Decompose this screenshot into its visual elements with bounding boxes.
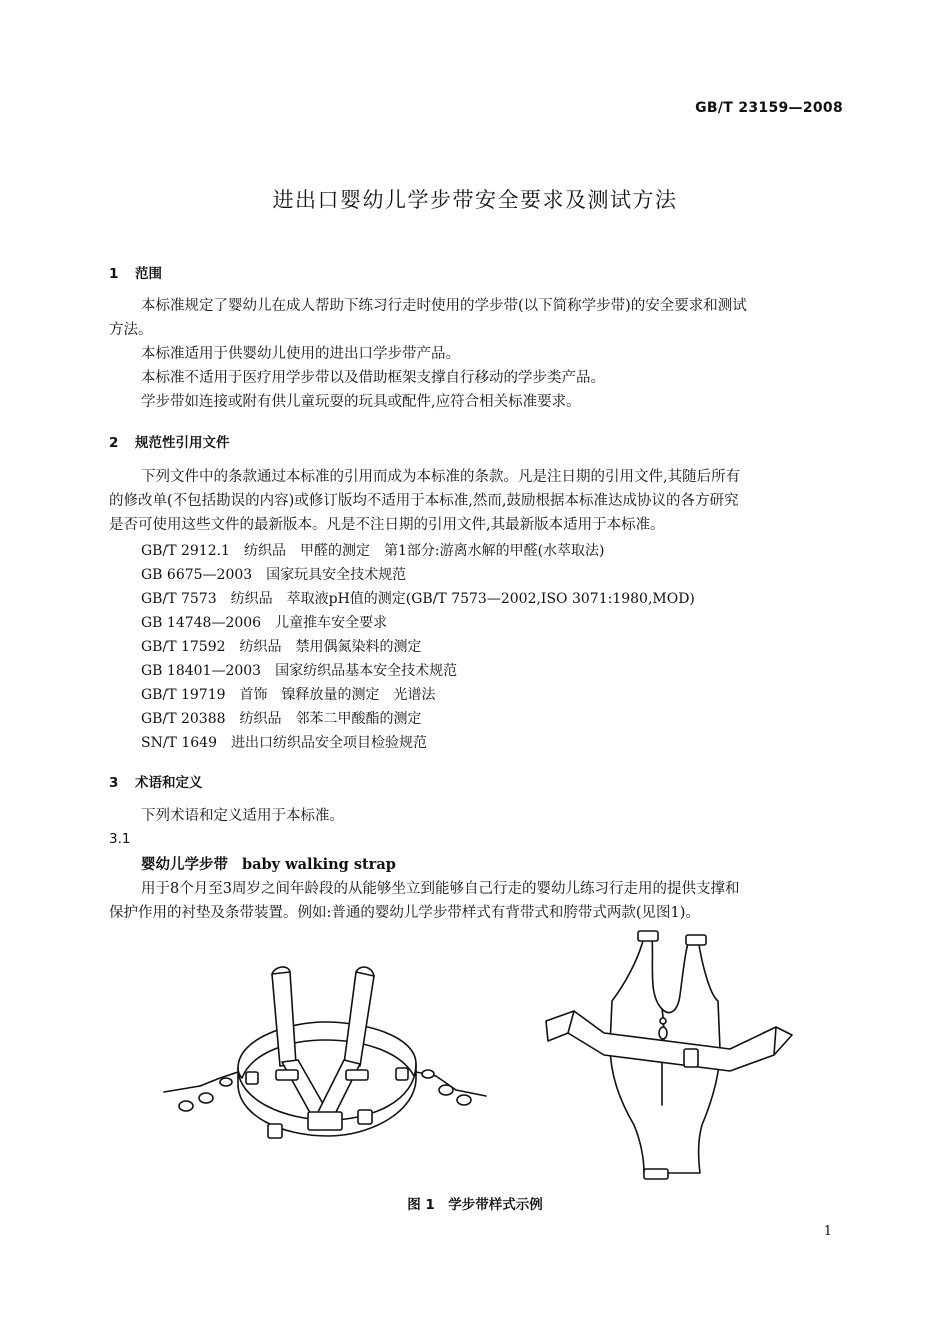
term-line <box>109 853 844 877</box>
reference-item: GB/T 7573 纺织品 萃取液pH值的测定(GB/T 7573—2002,ISO 3071:1980,MOD) <box>141 591 695 607</box>
shoulder-strap-left <box>272 972 296 1066</box>
buckle <box>396 1068 408 1080</box>
snap-button <box>660 1018 666 1024</box>
reference-item: GB/T 19719 首饰 镍释放量的测定 光谱法 <box>141 687 436 703</box>
paragraph-line: 的修改单(不包括勘误的内容)或修订版均不适用于本标准,然而,鼓励根据本标准达成协议的各方研究 <box>109 493 739 509</box>
center-buckle <box>308 1112 342 1130</box>
reference-item: GB/T 2912.1 纺织品 甲醛的测定 第1部分:游离水解的甲醛(水萃取法) <box>141 543 605 559</box>
paragraph-line: 方法。 <box>109 322 153 338</box>
leash-left <box>164 1086 200 1092</box>
paragraph: 下列术语和定义适用于本标准。 <box>141 808 344 824</box>
paragraph: 学步带如连接或附有供儿童玩耍的玩具或配件,应符合相关标准要求。 <box>141 394 581 410</box>
shoulder-buckle-right <box>686 935 706 945</box>
section-number: 3 <box>109 775 119 791</box>
paragraph: 本标准适用于供婴幼儿使用的进出口学步带产品。 <box>141 346 460 362</box>
reference-item: GB 14748—2006 儿童推车安全要求 <box>141 615 388 631</box>
harness-crotch-strap-illustration <box>540 925 795 1185</box>
term-english: baby walking strap <box>242 856 396 873</box>
section-1-heading <box>109 262 162 282</box>
clip-chain-left <box>200 1072 238 1086</box>
term-number: 3.1 <box>109 831 131 847</box>
belt-buckle <box>684 1049 698 1067</box>
paragraph-line: 下列文件中的条款通过本标准的引用而成为本标准的条款。凡是注日期的引用文件,其随后所有 <box>141 469 741 485</box>
term-chinese: 婴幼儿学步带 <box>141 857 228 873</box>
waist-belt-back <box>238 1022 416 1078</box>
buckle <box>358 1110 372 1124</box>
section-number: 2 <box>109 435 119 451</box>
section-title: 术语和定义 <box>135 775 203 791</box>
reference-item: GB/T 20388 纺织品 邻苯二甲酸酯的测定 <box>141 711 422 727</box>
paragraph-line: 本标准规定了婴幼儿在成人帮助下练习行走时使用的学步带(以下简称学步带)的安全要求和测试 <box>141 298 747 314</box>
reference-item: GB 6675—2003 国家玩具安全技术规范 <box>141 567 407 583</box>
page-number: 1 <box>823 1224 832 1239</box>
reference-item: GB/T 17592 纺织品 禁用偶氮染料的测定 <box>141 639 422 655</box>
section-number: 1 <box>109 266 119 282</box>
term-entry <box>109 853 844 925</box>
section-3-body <box>109 804 844 828</box>
buckle <box>276 1070 298 1080</box>
document-title: 进出口婴幼儿学步带安全要求及测试方法 <box>272 188 678 212</box>
clip-hook-right <box>457 1095 471 1105</box>
paragraph: 本标准不适用于医疗用学步带以及借助框架支撑自行移动的学步类产品。 <box>141 370 605 386</box>
harness-back-strap-illustration <box>160 960 490 1160</box>
definition-line: 保护作用的衬垫及条带装置。例如:普通的婴幼儿学步带样式有背带式和胯带式两款(见图1)。 <box>109 905 700 921</box>
buckle <box>346 1070 368 1080</box>
clip-hook-left <box>199 1093 213 1103</box>
reference-item: SN/T 1649 进出口纺织品安全项目检验规范 <box>141 735 427 751</box>
clip-ring-right <box>422 1070 434 1078</box>
section-3-heading <box>109 771 203 791</box>
reference-item: GB 18401—2003 国家纺织品基本安全技术规范 <box>141 663 458 679</box>
section-title: 范围 <box>135 266 162 282</box>
definition-line: 用于8个月至3周岁之间年龄段的从能够坐立到能够自己行走的婴幼儿练习行走用的提供支撑和 <box>141 881 740 897</box>
shoulder-strap-right <box>344 972 374 1066</box>
buckle <box>268 1124 282 1138</box>
section-1-body <box>109 294 844 414</box>
zipper-pull <box>659 1027 667 1039</box>
buckle <box>246 1072 258 1084</box>
shoulder-buckle-left <box>638 931 658 941</box>
clip-ring-left <box>220 1078 232 1086</box>
crotch-buckle <box>644 1169 668 1179</box>
clip-hook-right <box>439 1085 453 1095</box>
section-2-body <box>109 465 844 537</box>
section-2-heading <box>109 431 230 451</box>
paragraph-line: 是否可使用这些文件的最新版本。凡是不注日期的引用文件,其最新版本适用于本标准。 <box>109 517 665 533</box>
figure-caption: 图 1 学步带样式示例 <box>407 1197 543 1213</box>
standard-number: GB/T 23159—2008 <box>695 100 843 116</box>
section-title: 规范性引用文件 <box>135 435 230 451</box>
clip-hook-left <box>179 1101 193 1111</box>
chest-strap-right <box>316 1060 360 1120</box>
